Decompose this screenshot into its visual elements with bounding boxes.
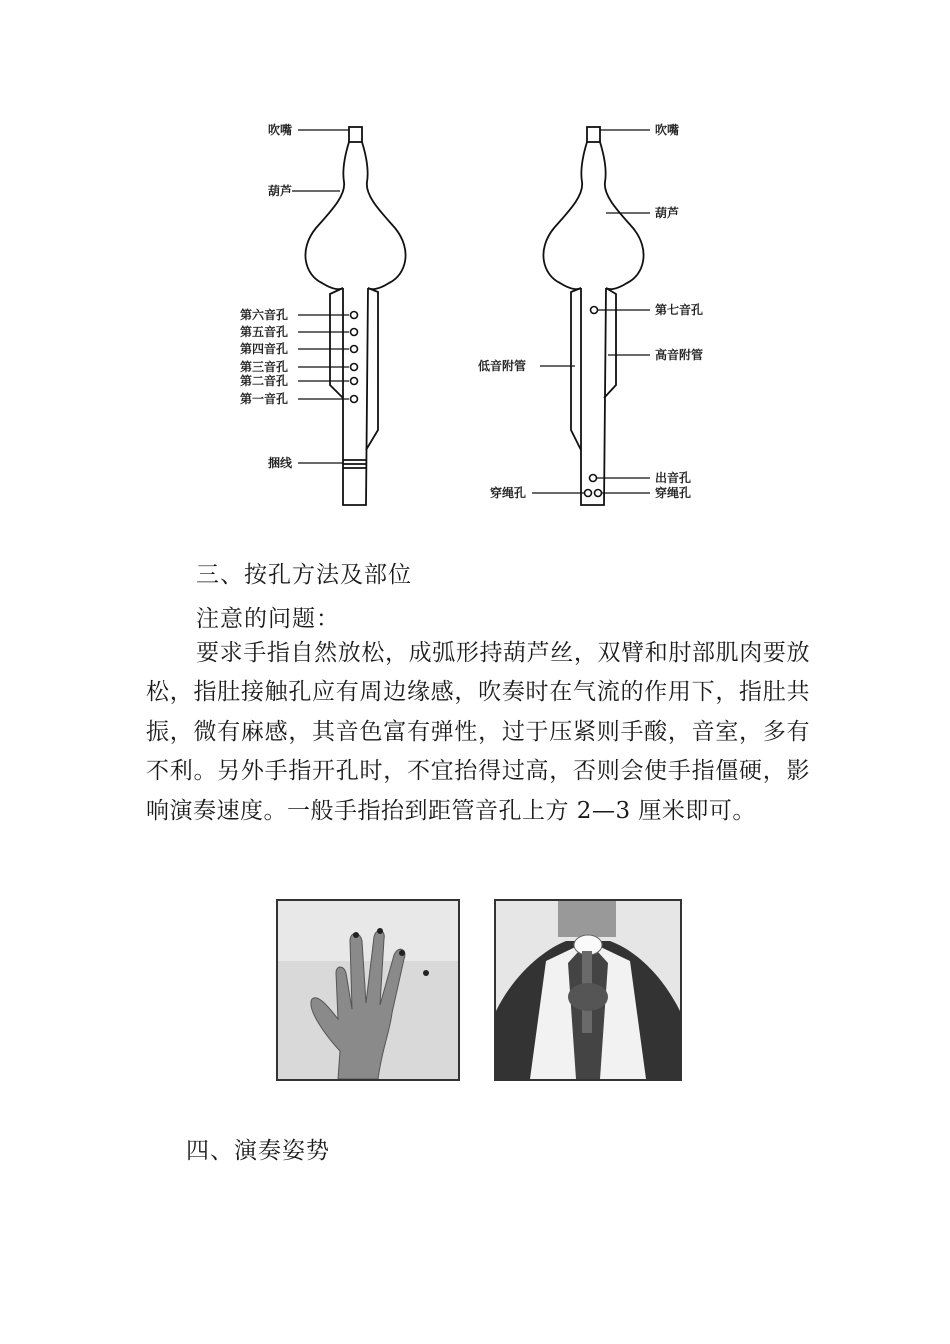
right-rope-holes — [585, 490, 602, 497]
right-low-pipe — [571, 288, 581, 450]
right-gourd — [543, 142, 643, 289]
label-left-hole-1: 第一音孔 — [240, 392, 289, 406]
label-right-rope-hole-left: 穿绳孔 — [490, 486, 527, 500]
hulusi-diagram — [0, 0, 950, 540]
note-label: 注意的问题： — [196, 606, 340, 632]
label-right-hole7: 第七音孔 — [655, 303, 704, 317]
label-left-mouthpiece: 吹嘴 — [268, 123, 293, 137]
label-left-gourd: 葫芦 — [268, 184, 293, 198]
right-main-pipe — [581, 288, 606, 505]
section-4-heading: 四、演奏姿势 — [186, 1138, 330, 1164]
label-left-hole-5: 第五音孔 — [240, 325, 289, 339]
label-right-sound-hole: 出音孔 — [655, 471, 692, 485]
label-right-rope-hole-right: 穿绳孔 — [655, 486, 692, 500]
left-binding — [343, 460, 366, 468]
label-right-gourd: 葫芦 — [655, 206, 680, 220]
left-mouthpiece — [349, 127, 362, 142]
section-3-heading: 三、按孔方法及部位 — [196, 562, 412, 588]
label-right-mouthpiece: 吹嘴 — [655, 123, 680, 137]
label-left-hole-6: 第六音孔 — [240, 308, 289, 322]
right-mouthpiece — [587, 127, 600, 142]
hand-photo — [276, 899, 460, 1081]
label-left-hole-4: 第四音孔 — [240, 342, 289, 356]
body-paragraph: 要求手指自然放松，成弧形持葫芦丝，双臂和肘部肌肉要放松，指肚接触孔应有周边缘感，吹奏时在气流的作用下，指肚共振，微有麻感，其音色富有弹性，过于压紧则手酸，音室，多有不利。另外手指开孔时，不宜抬得过高，否则会使手指僵硬，影响演奏速度。一般手指抬到距管音孔上方 2—3 厘米即可。 — [146, 640, 810, 824]
right-hole7 — [591, 307, 598, 314]
left-gourd — [305, 142, 405, 289]
label-left-binding: 捆线 — [268, 456, 293, 470]
label-right-low-pipe: 低音附管 — [478, 359, 527, 373]
right-sound-hole — [590, 475, 597, 482]
label-left-hole-2: 第二音孔 — [240, 374, 289, 388]
label-left-hole-3: 第三音孔 — [240, 360, 289, 374]
player-photo — [494, 899, 682, 1081]
left-finger-holes — [351, 312, 358, 403]
label-right-high-pipe: 高音附管 — [655, 348, 704, 362]
